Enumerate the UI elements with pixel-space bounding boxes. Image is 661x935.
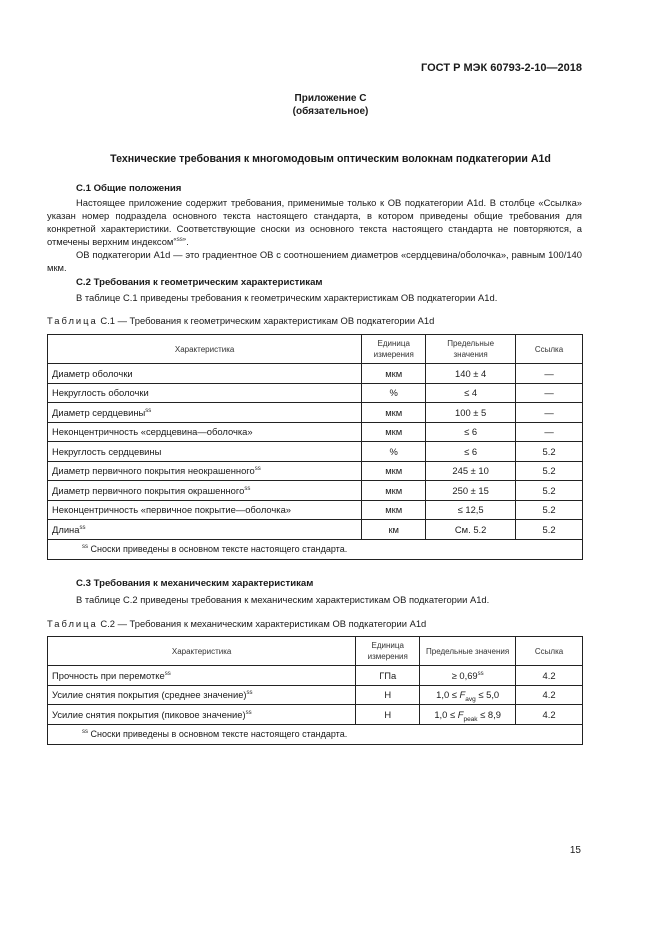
characteristic-cell: Неконцентричность «сердцевина—оболочка» <box>48 422 362 442</box>
unit-cell: мкм <box>362 461 426 481</box>
section-c1-paragraph-1-end: . <box>186 236 189 247</box>
table-c1-header-limits: Предельные значения <box>426 335 516 364</box>
characteristic-cell: Диаметр первичного покрытия неокрашенного$^{ss}$ <box>48 461 362 481</box>
annex-status: (обязательное) <box>292 106 369 117</box>
table-c1-caption <box>47 315 434 326</box>
main-title: Технические требования к многомодовым оптическим волокнам подкатегории А1d <box>110 153 551 165</box>
table-c1 <box>47 334 583 560</box>
unit-cell: % <box>362 383 426 403</box>
reference-cell: — <box>516 364 583 384</box>
table-row <box>48 481 583 501</box>
section-c1-paragraph-2: ОВ подкатегории А1d — это градиентное ОВ с соотношением диаметров «сердцевина/оболочка», равным 100/140 мкм. <box>47 249 582 273</box>
table-c2-header-limits: Предельные значения <box>420 637 516 666</box>
table-c1-header-characteristic: Характеристика <box>48 335 362 364</box>
reference-cell: 5.2 <box>516 481 583 501</box>
section-c1-paragraph-1-text: Настоящее приложение содержит требования, применимые только к ОВ подкатегории А1d. В столбце «Ссылка» указан номер подраздела основного текста настоящего стандарта, в котором приведены общие требования для конкретной характеристики. Соответствующие сноски из основного текста настоящего стандарта не повторяются, а отмечены верхним индексом <box>47 197 582 247</box>
characteristic-cell: Неконцентричность «первичное покрытие—оболочка» <box>48 500 362 520</box>
reference-cell: 5.2 <box>516 520 583 540</box>
footnote-marker: «ss» <box>173 236 187 243</box>
reference-cell: — <box>516 422 583 442</box>
section-c3-heading: С.3 Требования к механическим характеристикам <box>76 578 314 589</box>
reference-cell: 4.2 <box>516 685 583 705</box>
section-c3-paragraph: В таблице С.2 приведены требования к механическим характеристикам ОВ подкатегории А1d. <box>76 594 490 605</box>
reference-cell: 4.2 <box>516 705 583 725</box>
table-c1-footnote: $^{ss}$ Сноски приведены в основном тексте настоящего стандарта. <box>48 539 583 559</box>
table-c2-caption <box>47 618 426 629</box>
table-c1-header-unit: Единица измерения <box>362 335 426 364</box>
characteristic-cell: Усилие снятия покрытия (среднее значение)$^{ss}$ <box>48 685 356 705</box>
characteristic-cell: Некруглость оболочки <box>48 383 362 403</box>
table-c1-header-row <box>48 335 583 364</box>
table-c1-header-reference: Ссылка <box>516 335 583 364</box>
table-c2-header-characteristic: Характеристика <box>48 637 356 666</box>
reference-cell: — <box>516 403 583 423</box>
characteristic-cell: Диаметр сердцевины$^{ss}$ <box>48 403 362 423</box>
characteristic-cell: Диаметр первичного покрытия окрашенного$^{ss}$ <box>48 481 362 501</box>
table-c2-header-row <box>48 637 583 666</box>
reference-cell: 5.2 <box>516 461 583 481</box>
value-cell: ≤ 6 <box>426 422 516 442</box>
table-c1-footnote-row <box>48 539 583 559</box>
page-number: 15 <box>569 845 581 856</box>
value-cell: См. 5.2 <box>426 520 516 540</box>
unit-cell: мкм <box>362 403 426 423</box>
unit-cell: ГПа <box>356 666 420 686</box>
characteristic-cell: Усилие снятия покрытия (пиковое значение)$^{ss}$ <box>48 705 356 725</box>
characteristic-cell: Некруглость сердцевины <box>48 442 362 462</box>
value-cell: 140 ± 4 <box>426 364 516 384</box>
section-c2-paragraph: В таблице С.1 приведены требования к геометрическим характеристикам ОВ подкатегории А1d. <box>76 292 498 303</box>
table-c2-caption-label: Таблица <box>47 618 98 629</box>
value-cell: ≥ $0,69^{ss}$ <box>420 666 516 686</box>
characteristic-cell: Длина$^{ss}$ <box>48 520 362 540</box>
table-row <box>48 500 583 520</box>
table-row <box>48 442 583 462</box>
section-c1-paragraph-1 <box>47 196 582 248</box>
table-c2 <box>47 636 583 745</box>
table-row <box>48 403 583 423</box>
table-row <box>48 422 583 442</box>
unit-cell: Н <box>356 685 420 705</box>
reference-cell: 5.2 <box>516 442 583 462</box>
unit-cell: мкм <box>362 500 426 520</box>
value-cell: 245 ± 10 <box>426 461 516 481</box>
unit-cell: % <box>362 442 426 462</box>
table-c1-caption-text: С.1 — Требования к геометрическим характеристикам ОВ подкатегории А1d <box>97 315 435 326</box>
unit-cell: мкм <box>362 422 426 442</box>
annex-title: Приложение С <box>294 93 367 104</box>
table-c2-footnote-row <box>48 724 583 744</box>
characteristic-cell: Диаметр оболочки <box>48 364 362 384</box>
table-row <box>48 666 583 686</box>
table-row <box>48 461 583 481</box>
value-cell: ≤ 6 <box>426 442 516 462</box>
value-cell: 100 ± 5 <box>426 403 516 423</box>
value-cell: $1,0 \le F_{avg} \le 5,0$ <box>420 685 516 705</box>
reference-cell: 4.2 <box>516 666 583 686</box>
unit-cell: мкм <box>362 364 426 384</box>
unit-cell: Н <box>356 705 420 725</box>
reference-cell: 5.2 <box>516 500 583 520</box>
table-row <box>48 520 583 540</box>
value-cell: 250 ± 15 <box>426 481 516 501</box>
table-row <box>48 705 583 725</box>
table-c2-caption-text: С.2 — Требования к механическим характеристикам ОВ подкатегории А1d <box>97 618 427 629</box>
characteristic-cell: Прочность при перемотке$^{ss}$ <box>48 666 356 686</box>
table-c1-caption-label: Таблица <box>47 315 98 326</box>
reference-cell: — <box>516 383 583 403</box>
value-cell: ≤ 12,5 <box>426 500 516 520</box>
table-c2-header-reference: Ссылка <box>516 637 583 666</box>
section-c2-heading: С.2 Требования к геометрическим характеристикам <box>76 277 323 288</box>
value-cell: $1,0 \le F_{peak} \le 8,9$ <box>420 705 516 725</box>
unit-cell: км <box>362 520 426 540</box>
section-c1-heading: С.1 Общие положения <box>76 183 182 194</box>
unit-cell: мкм <box>362 481 426 501</box>
table-c2-footnote: $^{ss}$ Сноски приведены в основном тексте настоящего стандарта. <box>48 724 583 744</box>
table-row <box>48 364 583 384</box>
table-c2-header-unit: Единица измерения <box>356 637 420 666</box>
value-cell: ≤ 4 <box>426 383 516 403</box>
table-row <box>48 685 583 705</box>
standard-header: ГОСТ Р МЭК 60793-2-10—2018 <box>421 62 582 74</box>
table-row <box>48 383 583 403</box>
